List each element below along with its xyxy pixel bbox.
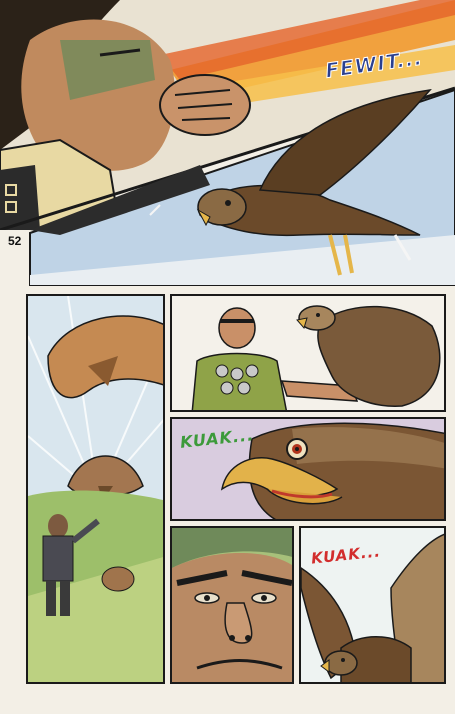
sfx-eagle-cry-2: KUAK... [310,542,382,568]
warrior-face-illustration [172,528,294,684]
eagle-flight-illustration [0,85,455,290]
warrior-field-illustration [28,296,165,684]
panel-warrior-face [170,526,294,684]
panel-eagle-wings [299,526,446,684]
warrior-eagle-illustration [172,296,446,412]
sfx-eagle-cry-1: KUAK... [179,425,255,452]
panel-eagle-head [170,417,446,521]
sfx-whistle: FEWIT... [323,45,425,83]
panel-warrior-eagle [170,294,446,412]
panel-eagle-flight [0,85,455,290]
panel-warrior-field [26,294,165,684]
page-number: 52 [8,234,22,248]
